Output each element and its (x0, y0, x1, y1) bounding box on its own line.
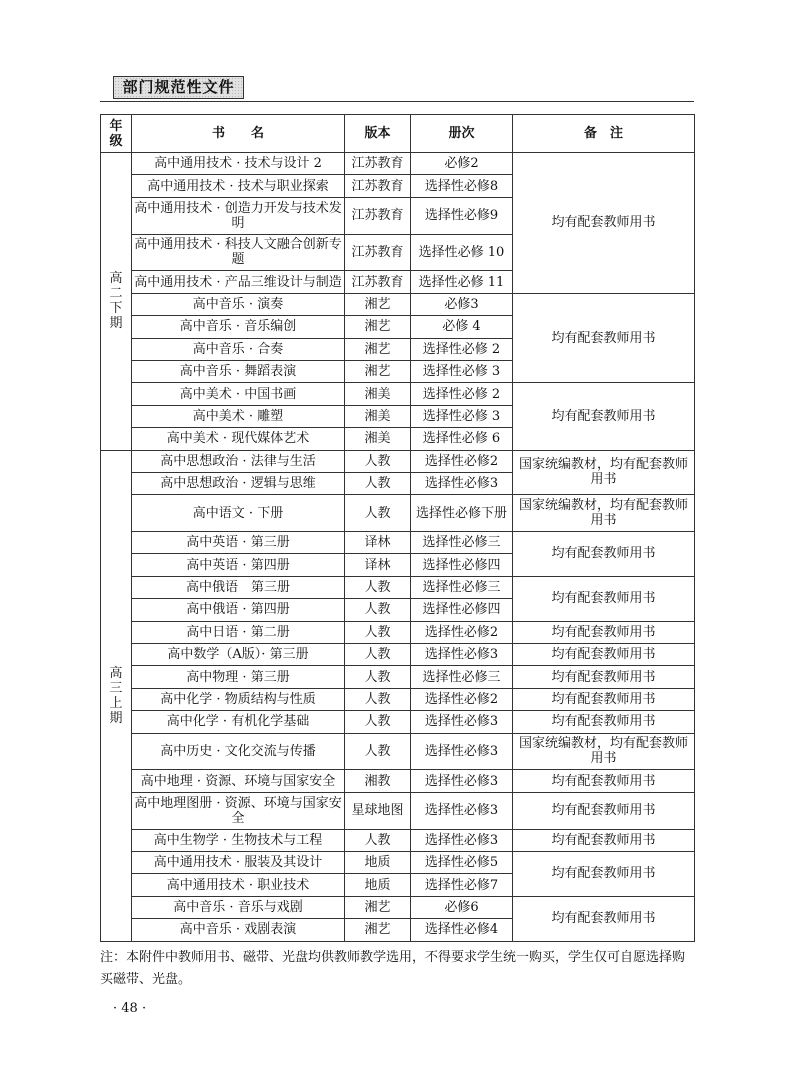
footnote: 注：本附件中教师用书、磁带、光盘均供教师教学选用，不得要求学生统一购买，学生仅可自愿选择购买磁带、光盘。 (100, 950, 686, 987)
book-cell: 高中美术 · 雕塑 (132, 405, 345, 427)
volume-cell: 选择性必修3 (411, 829, 513, 851)
book-cell: 高中地理图册 · 资源、环境与国家安全 (132, 792, 345, 829)
page-number: · 48 · (113, 1001, 147, 1016)
volume-cell: 选择性必修三 (411, 666, 513, 688)
book-cell: 高中思想政治 · 逻辑与思维 (132, 472, 345, 494)
edition-cell: 译林 (345, 532, 411, 554)
book-cell: 高中音乐 · 演奏 (132, 293, 345, 315)
book-cell: 高中通用技术 · 服装及其设计 (132, 851, 345, 873)
volume-cell: 必修3 (411, 293, 513, 315)
volume-cell: 选择性必修 3 (411, 360, 513, 382)
remark-cell: 均有配套教师用书 (513, 896, 695, 941)
edition-cell: 人教 (345, 576, 411, 598)
edition-cell: 人教 (345, 450, 411, 472)
book-cell: 高中英语 · 第四册 (132, 554, 345, 576)
book-cell: 高中通用技术 · 创造力开发与技术发明 (132, 197, 345, 234)
edition-cell: 湘艺 (345, 919, 411, 941)
book-cell: 高中物理 · 第三册 (132, 666, 345, 688)
edition-cell: 湘教 (345, 770, 411, 792)
edition-cell: 人教 (345, 666, 411, 688)
volume-cell: 选择性必修5 (411, 851, 513, 873)
book-cell: 高中俄语 · 第四册 (132, 599, 345, 621)
book-cell: 高中思想政治 · 法律与生活 (132, 450, 345, 472)
edition-cell: 江苏教育 (345, 271, 411, 293)
volume-cell: 选择性必修三 (411, 532, 513, 554)
book-cell: 高中通用技术 · 科技人文融合创新专题 (132, 234, 345, 271)
header-edition: 版本 (345, 115, 411, 153)
remark-cell: 均有配套教师用书 (513, 770, 695, 792)
edition-cell: 人教 (345, 711, 411, 733)
volume-cell: 选择性必修9 (411, 197, 513, 234)
remark-cell: 均有配套教师用书 (513, 666, 695, 688)
table-row (101, 733, 695, 770)
table-row (101, 532, 695, 554)
book-cell: 高中音乐 · 舞蹈表演 (132, 360, 345, 382)
book-cell: 高中日语 · 第二册 (132, 621, 345, 643)
remark-cell: 国家统编教材，均有配套教师用书 (513, 733, 695, 770)
edition-cell: 人教 (345, 599, 411, 621)
table-row (101, 383, 695, 405)
table-row (101, 495, 695, 532)
table-body (101, 153, 695, 942)
volume-cell: 选择性必修下册 (411, 495, 513, 532)
volume-cell: 选择性必修7 (411, 874, 513, 896)
edition-cell: 湘艺 (345, 293, 411, 315)
edition-cell: 江苏教育 (345, 153, 411, 175)
book-cell: 高中语文 · 下册 (132, 495, 345, 532)
volume-cell: 选择性必修3 (411, 472, 513, 494)
header-rule (100, 101, 694, 102)
book-cell: 高中通用技术 · 产品三维设计与制造 (132, 271, 345, 293)
volume-cell: 选择性必修2 (411, 621, 513, 643)
table-row (101, 293, 695, 315)
book-cell: 高中化学 · 物质结构与性质 (132, 688, 345, 710)
book-cell: 高中地理 · 资源、环境与国家安全 (132, 770, 345, 792)
edition-cell: 人教 (345, 621, 411, 643)
remark-cell: 国家统编教材，均有配套教师用书 (513, 495, 695, 532)
table-row (101, 851, 695, 873)
book-cell: 高中音乐 · 戏剧表演 (132, 919, 345, 941)
book-cell: 高中音乐 · 音乐编创 (132, 316, 345, 338)
edition-cell: 湘艺 (345, 316, 411, 338)
table-row (101, 688, 695, 710)
remark-cell: 均有配套教师用书 (513, 829, 695, 851)
edition-cell: 江苏教育 (345, 234, 411, 271)
remark-cell: 均有配套教师用书 (513, 644, 695, 666)
remark-cell: 均有配套教师用书 (513, 153, 695, 294)
table-row (101, 576, 695, 598)
edition-cell: 人教 (345, 733, 411, 770)
remark-cell: 均有配套教师用书 (513, 851, 695, 896)
edition-cell: 人教 (345, 688, 411, 710)
book-cell: 高中通用技术 · 技术与设计 2 (132, 153, 345, 175)
table-row (101, 644, 695, 666)
header-volume: 册次 (411, 115, 513, 153)
remark-cell: 均有配套教师用书 (513, 711, 695, 733)
edition-cell: 湘艺 (345, 360, 411, 382)
edition-cell: 地质 (345, 874, 411, 896)
table-row (101, 153, 695, 175)
book-cell: 高中音乐 · 音乐与戏剧 (132, 896, 345, 918)
volume-cell: 选择性必修4 (411, 919, 513, 941)
grade-cell: 高 三 上 期 (101, 450, 132, 941)
book-cell: 高中俄语 第三册 (132, 576, 345, 598)
volume-cell: 选择性必修三 (411, 576, 513, 598)
edition-cell: 地质 (345, 851, 411, 873)
edition-cell: 江苏教育 (345, 175, 411, 197)
book-cell: 高中历史 · 文化交流与传播 (132, 733, 345, 770)
remark-cell: 均有配套教师用书 (513, 293, 695, 383)
textbook-table (100, 114, 695, 942)
volume-cell: 选择性必修3 (411, 770, 513, 792)
header-book: 书 名 (132, 115, 345, 153)
edition-cell: 湘美 (345, 383, 411, 405)
book-cell: 高中音乐 · 合奏 (132, 338, 345, 360)
edition-cell: 人教 (345, 472, 411, 494)
volume-cell: 选择性必修3 (411, 792, 513, 829)
table-row (101, 829, 695, 851)
edition-cell: 人教 (345, 644, 411, 666)
book-cell: 高中化学 · 有机化学基础 (132, 711, 345, 733)
edition-cell: 星球地图 (345, 792, 411, 829)
remark-cell: 均有配套教师用书 (513, 576, 695, 621)
remark-cell: 国家统编教材，均有配套教师用书 (513, 450, 695, 495)
remark-cell: 均有配套教师用书 (513, 621, 695, 643)
volume-cell: 选择性必修 2 (411, 338, 513, 360)
book-cell: 高中数学（A版）· 第三册 (132, 644, 345, 666)
volume-cell: 选择性必修 6 (411, 428, 513, 450)
table-row (101, 621, 695, 643)
section-tag: 部门规范性文件 (113, 76, 244, 99)
volume-cell: 选择性必修四 (411, 599, 513, 621)
header-remark: 备 注 (513, 115, 695, 153)
book-cell: 高中通用技术 · 技术与职业探索 (132, 175, 345, 197)
edition-cell: 湘美 (345, 405, 411, 427)
book-cell: 高中生物学 · 生物技术与工程 (132, 829, 345, 851)
volume-cell: 选择性必修 10 (411, 234, 513, 271)
table-row (101, 711, 695, 733)
book-cell: 高中通用技术 · 职业技术 (132, 874, 345, 896)
volume-cell: 必修 4 (411, 316, 513, 338)
edition-cell: 湘艺 (345, 896, 411, 918)
volume-cell: 选择性必修3 (411, 644, 513, 666)
book-cell: 高中美术 · 中国书画 (132, 383, 345, 405)
volume-cell: 选择性必修 2 (411, 383, 513, 405)
remark-cell: 均有配套教师用书 (513, 792, 695, 829)
table-row (101, 896, 695, 918)
book-cell: 高中英语 · 第三册 (132, 532, 345, 554)
volume-cell: 选择性必修3 (411, 711, 513, 733)
volume-cell: 选择性必修四 (411, 554, 513, 576)
edition-cell: 江苏教育 (345, 197, 411, 234)
volume-cell: 选择性必修 3 (411, 405, 513, 427)
table-row (101, 666, 695, 688)
edition-cell: 湘美 (345, 428, 411, 450)
volume-cell: 选择性必修2 (411, 688, 513, 710)
grade-cell: 高 二 下 期 (101, 153, 132, 451)
volume-cell: 选择性必修3 (411, 733, 513, 770)
book-cell: 高中美术 · 现代媒体艺术 (132, 428, 345, 450)
volume-cell: 选择性必修 11 (411, 271, 513, 293)
volume-cell: 必修6 (411, 896, 513, 918)
volume-cell: 选择性必修2 (411, 450, 513, 472)
remark-cell: 均有配套教师用书 (513, 688, 695, 710)
edition-cell: 湘艺 (345, 338, 411, 360)
volume-cell: 必修2 (411, 153, 513, 175)
header-grade: 年 级 (101, 115, 132, 153)
edition-cell: 人教 (345, 495, 411, 532)
edition-cell: 译林 (345, 554, 411, 576)
table-header-row (101, 115, 695, 153)
remark-cell: 均有配套教师用书 (513, 532, 695, 577)
edition-cell: 人教 (345, 829, 411, 851)
table-row (101, 770, 695, 792)
table-row (101, 792, 695, 829)
remark-cell: 均有配套教师用书 (513, 383, 695, 450)
volume-cell: 选择性必修8 (411, 175, 513, 197)
table-row (101, 450, 695, 472)
